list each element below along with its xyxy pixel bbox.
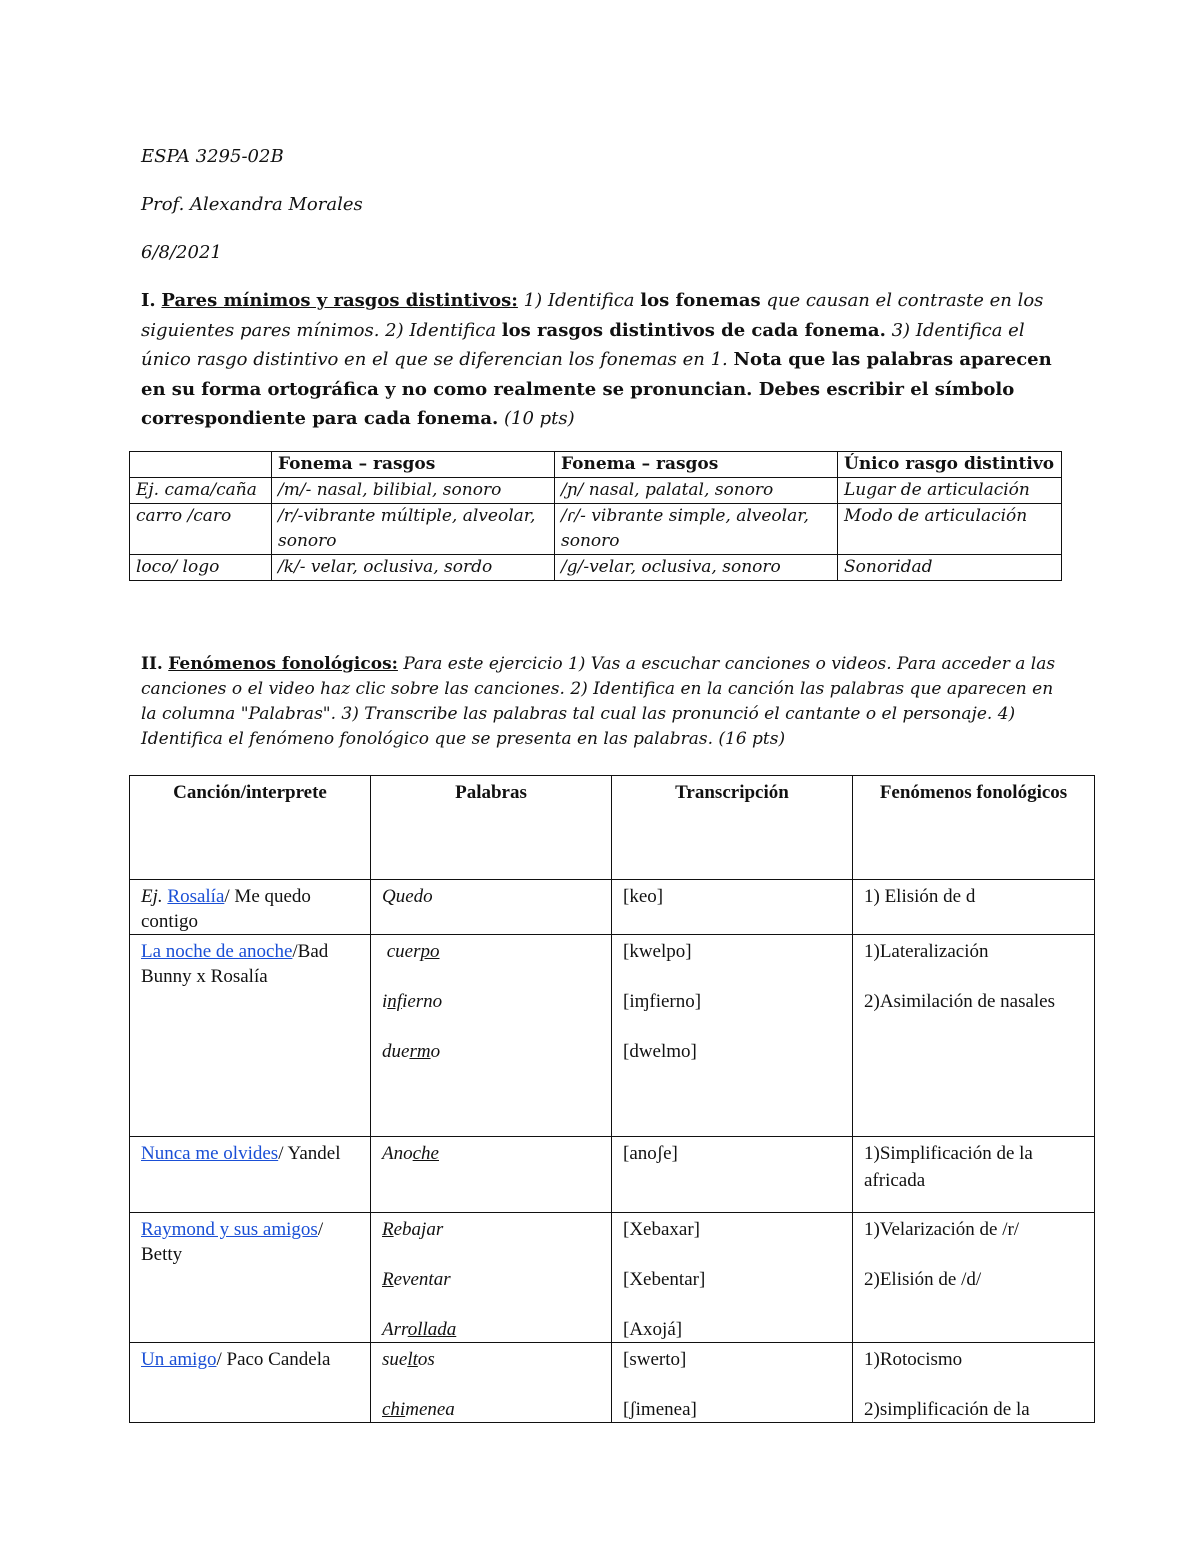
word-part-highlight: che [412,1143,439,1164]
table-cell: loco/ logo [130,555,272,581]
section-1-text: 3) Identifica el único rasgo distintivo en el que se diferencian los fonemas en 1. [141,319,1025,370]
section-1-text: los fonemas [640,290,761,311]
table-cell: /r/-vibrante múltiple, alveolar, sonoro [272,504,555,555]
table-row [130,478,1062,504]
table-row [130,1213,1095,1343]
phenomenon-item: 2)Elisión de /d/ [864,1269,982,1290]
section-1-number: I. [141,290,156,311]
table-cell: Ej. cama/caña [130,478,272,504]
song-artist-text: / Betty [141,1219,324,1265]
word-part-highlight: da [437,1319,457,1340]
transcription-item: [ʃimenea] [623,1399,697,1420]
section-1-text: que causan el contraste en los siguientes pares mínimos. 2) Identifica [141,290,1044,341]
song-artist-text: / Yandel [278,1143,341,1164]
section-1-points: (10 pts) [498,408,575,429]
phenomenon-item: 1)Velarización de /r/ [864,1219,1020,1240]
word-part: o [430,1041,441,1062]
phenomena-cell [853,935,1095,1137]
phenomenon-item: africada [864,1170,926,1191]
table-row [130,880,1095,935]
section-1-text: los rasgos distintivos de cada fonema. [501,319,886,341]
transcription-item: [Xebaxar] [623,1219,701,1240]
document-date: 6/8/2021 [141,242,222,263]
section-1-instructions [141,286,1061,434]
word-part: eventar [393,1269,451,1290]
word-part-highlight: R [382,1219,394,1240]
word-part: due [382,1041,410,1062]
word-item [382,1267,600,1292]
transcription-item: [dwelmo] [623,1041,697,1062]
word-item [382,1347,600,1372]
transcription-cell [612,935,853,1137]
song-artist-text: / Me quedo contigo [141,886,311,932]
song-artist-text: / Paco Candela [216,1349,331,1370]
word-cell [371,1343,612,1423]
table-cell: /ɾ/- vibrante simple, alveolar, sonoro [555,504,838,555]
song-cell [130,1343,371,1423]
song-link-nunca-me-olvides[interactable]: Nunca me olvides [141,1143,279,1164]
song-cell [130,1137,371,1213]
word-item [382,939,600,964]
word-item [382,1217,600,1242]
professor-name: Prof. Alexandra Morales [141,194,363,215]
table-header-row [130,776,1095,880]
word-part: os [417,1349,435,1370]
word-part: Ano [382,1143,413,1164]
song-artist-text: /Bad Bunny x Rosalía [141,941,329,987]
phenomena-cell: 1) Elisión de d [853,880,1095,935]
transcription-cell: [anoʃe] [612,1137,853,1213]
table-row [130,504,1062,555]
word-part: cuer [386,941,421,962]
word-part: sue [382,1349,408,1370]
word-part: Arr [382,1319,408,1340]
transcription-item: [kwelpo] [623,941,692,962]
table-row [130,555,1062,581]
table-row [130,1343,1095,1423]
section-1-text: 1) Identifica [517,290,641,311]
table-row [130,1137,1095,1213]
word-cell [371,1213,612,1343]
section-2-text: Para este ejercicio 1) Vas a escuchar canciones o videos. Para acceder a las canciones o el video haz clic sobre las canciones. 2) Identifica en la canción las palabras que aparecen en la columna "Palabras". 3) Transcribe las palabras tal cual las pronunció el cantante o el personaje. 4) Identifica el fenómeno fonológico que se presenta en las palabras. (16 pts) [141,654,1056,749]
song-link-un-amigo[interactable]: Un amigo [141,1349,217,1370]
section-2-number: II. [141,654,163,674]
table-header-cell: Único rasgo distintivo [838,452,1062,478]
song-link-la-noche-de-anoche[interactable]: La noche de anoche [141,941,293,962]
table-cell: Lugar de articulación [838,478,1062,504]
word-part: ierno [402,991,443,1012]
table-header-cell: Palabras [371,776,612,880]
phenomena-cell [853,1213,1095,1343]
word-part: menea [405,1399,455,1420]
section-1-title: Pares mínimos y rasgos distintivos: [161,290,518,311]
transcription-cell [612,1343,853,1423]
word-part: ebajar [393,1219,444,1240]
word-item [382,1397,600,1422]
transcription-item: [iɱfierno] [623,991,702,1012]
phenomena-cell [853,1343,1095,1423]
word-part-highlight: chi [382,1399,406,1420]
word-part-highlight: rm [409,1041,431,1062]
table-cell: /g/-velar, oclusiva, sonoro [555,555,838,581]
word-item [382,1039,600,1064]
transcription-cell [612,1213,853,1343]
transcription-item: [Axojá] [623,1319,683,1340]
section-2-instructions [141,652,1061,752]
phenomenon-item: 1)Lateralización [864,941,989,962]
table-header-cell: Fonema – rasgos [555,452,838,478]
word-part-highlight: R [382,1269,394,1290]
word-part-highlight: lt [407,1349,418,1370]
table-header-row [130,452,1062,478]
word-part: i [382,991,388,1012]
transcription-item: [Xebentar] [623,1269,706,1290]
word-cell [371,935,612,1137]
word-cell: Quedo [371,880,612,935]
section-1-text: Nota que las palabras aparecen en su forma ortográfica y no como realmente se pronuncian. Debes escribir el símbolo correspondiente para cada fonema. [141,349,1052,429]
table-cell: /m/- nasal, bilibial, sonoro [272,478,555,504]
table-header-cell: Transcripción [612,776,853,880]
transcription-item: [swerto] [623,1349,687,1370]
table-row [130,935,1095,1137]
course-code: ESPA 3295-02B [141,146,284,167]
phenomenon-item: 1)Rotocismo [864,1349,963,1370]
table-cell: Modo de articulación [838,504,1062,555]
table-cell: Sonoridad [838,555,1062,581]
word-item [382,1317,600,1342]
section-2-title: Fenómenos fonológicos: [168,654,398,674]
table-cell: /ɲ/ nasal, palatal, sonoro [555,478,838,504]
song-link-raymond-y-sus-amigos[interactable]: Raymond y sus amigos [141,1219,318,1240]
word-cell [371,1137,612,1213]
phenomenon-item: 1)Simplificación de la [864,1143,1033,1164]
song-cell [130,1213,371,1343]
table-header-cell: Fonema – rasgos [272,452,555,478]
table-header-cell: Fenómenos fonológicos [853,776,1095,880]
example-prefix: Ej. [141,886,168,907]
word-part-highlight: po [420,941,440,962]
phenomena-cell [853,1137,1095,1213]
transcription-cell: [keo] [612,880,853,935]
table-header-cell [130,452,272,478]
minimal-pairs-table [129,451,1062,581]
song-link-rosalia[interactable]: Rosalía [167,886,225,907]
song-cell [130,880,371,935]
word-part-highlight: nf [387,991,403,1012]
word-item [382,989,600,1014]
phonological-phenomena-table [129,775,1095,1423]
word-part-highlight: olla [407,1319,438,1340]
table-header-cell: Canción/interprete [130,776,371,880]
table-cell: /k/- velar, oclusiva, sordo [272,555,555,581]
phenomenon-item: 2)simplificación de la [864,1399,1030,1420]
phenomenon-item: 2)Asimilación de nasales [864,991,1056,1012]
table-cell: carro /caro [130,504,272,555]
song-cell [130,935,371,1137]
